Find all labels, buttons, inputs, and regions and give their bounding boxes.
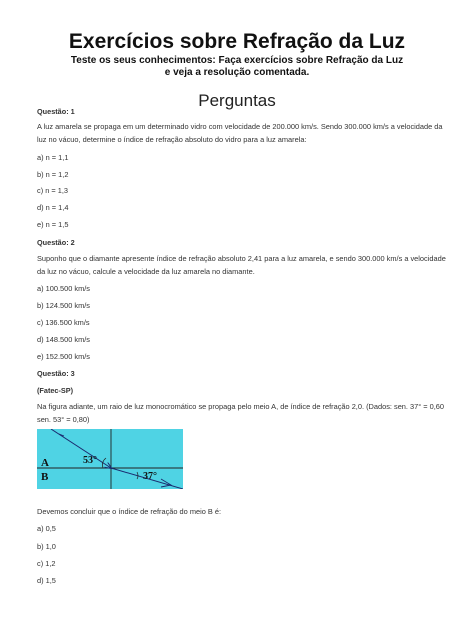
question-1-option-c: c) n = 1,3 [37,186,69,195]
question-3-option-b: b) 1,0 [37,542,56,551]
question-1-option-b: b) n = 1,2 [37,170,69,179]
page-title: Exercícios sobre Refração da Luz [68,30,406,53]
question-3-prompt: Devemos concluir que o índice de refração do meio B é: [37,507,222,516]
question-2-label: Questão: 2 [37,238,75,247]
question-1-option-a: a) n = 1,1 [37,153,69,162]
question-2-option-c: c) 136.500 km/s [37,318,90,327]
question-2-text: Suponho que o diamante apresente índice de refração absoluto 2,41 para a luz amarela, e sendo 300.000 km/s a velocidade da luz no vácuo, calcule a velocidade da luz amarela no diamante. [37,254,446,276]
label-angle-a: 53° [83,455,97,466]
question-2-option-a: a) 100.500 km/s [37,284,90,293]
question-1-option-e: e) n = 1,5 [37,220,69,229]
label-medium-b: B [41,471,49,483]
question-3-text: Na figura adiante, um raio de luz monocromático se propaga pelo meio A, de índice de refração 2,0. (Dados: sen. 37° = 0,60 sen. 53° = 0,80) [37,402,445,424]
question-3-label: Questão: 3 [37,369,75,378]
question-3-source: (Fatec-SP) [37,386,74,395]
question-3-option-d: d) 1,5 [37,576,56,585]
question-2-option-d: d) 148.500 km/s [37,335,90,344]
question-3-option-c: c) 1,2 [37,559,56,568]
question-2-option-e: e) 152.500 km/s [37,352,90,361]
refraction-figure [37,429,183,489]
page-subtitle: Teste os seus conhecimentos: Faça exercícios sobre Refração da Luz e veja a resolução comentada. [70,55,404,78]
incident-ray [51,429,111,468]
refraction-diagram [37,429,183,489]
label-medium-a: A [41,457,49,469]
section-title: Perguntas [198,91,276,110]
label-angle-b: 37° [143,471,157,482]
question-1-text: A luz amarela se propaga em um determinado vidro com velocidade de 200.000 km/s. Sendo 300.000 km/s a velocidade da luz no vácuo, determine o índice de refração absoluto do vidro para a luz amarela: [37,122,443,144]
question-3-option-a: a) 0,5 [37,524,56,533]
question-1-label: Questão: 1 [37,107,75,116]
question-2-option-b: b) 124.500 km/s [37,301,90,310]
question-1-option-d: d) n = 1,4 [37,203,69,212]
